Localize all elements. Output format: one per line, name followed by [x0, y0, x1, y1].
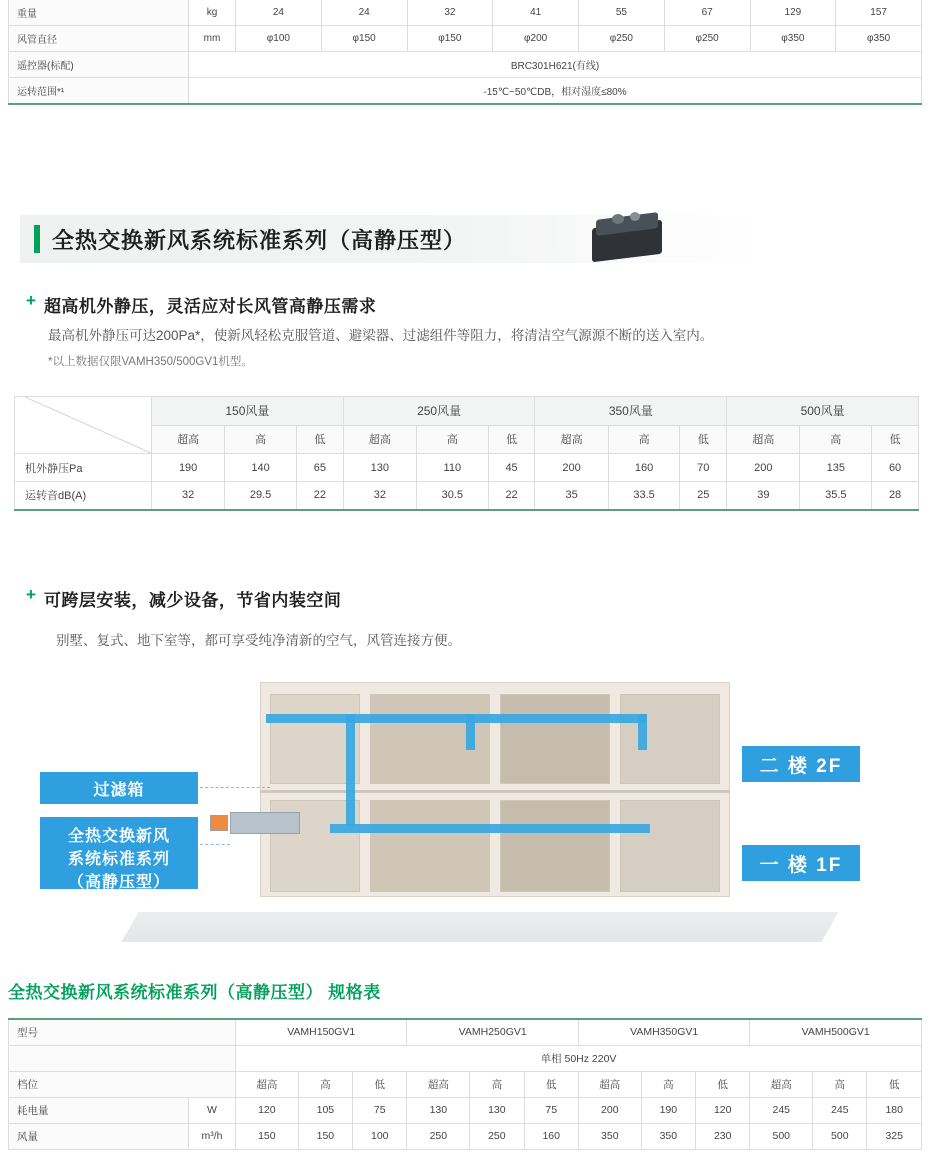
model-label: 型号 — [9, 1019, 236, 1045]
feature-2-heading — [26, 586, 341, 611]
cell: φ200 — [493, 26, 579, 52]
filter-box-label: 过滤箱 — [93, 781, 145, 799]
hrv-unit-tag — [40, 817, 198, 892]
hrv-label-line-1: 全热交换新风 — [67, 828, 170, 845]
level-header: 低 — [872, 425, 919, 454]
filter-box-unit — [210, 815, 228, 831]
callout-line-filter — [200, 787, 270, 788]
cell: 24 — [236, 0, 322, 26]
cell: 120 — [236, 1097, 299, 1123]
level-header: 超高 — [535, 425, 608, 454]
level-header: 高 — [608, 425, 680, 454]
level-header: 高 — [800, 425, 872, 454]
table-row — [9, 78, 922, 104]
cell: 70 — [680, 454, 727, 482]
cell: 130 — [407, 1097, 470, 1123]
room-block — [500, 694, 610, 784]
cell: 25 — [680, 482, 727, 510]
level-header: 低 — [524, 1071, 578, 1097]
row-label: 风管直径 — [9, 26, 189, 52]
cell: 160 — [608, 454, 680, 482]
cell: 350 — [641, 1123, 695, 1149]
floor-tag-2f — [742, 746, 860, 782]
top-spec-table — [8, 0, 922, 105]
table-row — [15, 482, 919, 510]
hrv-unit-box — [230, 812, 300, 834]
level-header: 超高 — [727, 425, 800, 454]
page-title: 全热交换新风系统标准系列（高静压型） — [52, 227, 467, 253]
level-header: 超高 — [407, 1071, 470, 1097]
cell: 245 — [813, 1097, 867, 1123]
cell: 100 — [353, 1123, 407, 1149]
level-header: 低 — [353, 1071, 407, 1097]
cell: 33.5 — [608, 482, 680, 510]
cell: 35.5 — [800, 482, 872, 510]
heading-accent-bar — [34, 225, 40, 253]
table-row — [15, 454, 919, 482]
level-header: 超高 — [750, 1071, 813, 1097]
feature-1-heading — [26, 292, 376, 317]
row-unit: mm — [189, 26, 236, 52]
level-header: 超高 — [152, 425, 225, 454]
ventilation-unit-icon — [592, 210, 664, 266]
floor-tag-1f — [742, 845, 860, 881]
cell: 75 — [353, 1097, 407, 1123]
duct-horizontal-1f — [330, 824, 650, 833]
room-block — [500, 800, 610, 892]
feature-1-title: 超高机外静压，灵活应对长风管高静压需求 — [43, 297, 377, 316]
cell: 29.5 — [225, 482, 297, 510]
duct-branch — [638, 714, 647, 750]
cell: 250 — [470, 1123, 524, 1149]
cell: 35 — [535, 482, 608, 510]
cell: 150 — [298, 1123, 352, 1149]
level-header: 超高 — [343, 425, 416, 454]
model-name: VAMH500GV1 — [750, 1019, 922, 1045]
cell: 30.5 — [416, 482, 488, 510]
cell: 200 — [578, 1097, 641, 1123]
floor-divider — [260, 790, 730, 793]
cell: 150 — [236, 1123, 299, 1149]
feature-1-note: *以上数据仅限VAMH350/500GV1机型。 — [48, 356, 253, 368]
duct-riser — [346, 714, 355, 826]
cell: 180 — [867, 1097, 922, 1123]
cell: 200 — [535, 454, 608, 482]
cell: 250 — [407, 1123, 470, 1149]
cell: 65 — [296, 454, 343, 482]
cell: 120 — [696, 1097, 750, 1123]
row-unit: W — [189, 1097, 236, 1123]
cell: 500 — [750, 1123, 813, 1149]
level-header: 低 — [867, 1071, 922, 1097]
cross-floor-installation-illustration — [67, 672, 843, 942]
row-label: 运转范围*¹ — [9, 78, 189, 104]
level-header: 低 — [696, 1071, 750, 1097]
cell: φ350 — [750, 26, 836, 52]
feature-2-title: 可跨层安装，减少设备，节省内装空间 — [43, 591, 342, 610]
cell: 500 — [813, 1123, 867, 1149]
table-row — [9, 1071, 922, 1097]
cell: 140 — [225, 454, 297, 482]
level-header: 高 — [416, 425, 488, 454]
level-header: 低 — [680, 425, 727, 454]
table-row — [15, 397, 919, 426]
cell: 200 — [727, 454, 800, 482]
group-header: 150风量 — [152, 397, 344, 426]
cell: 32 — [152, 482, 225, 510]
cell: 129 — [750, 0, 836, 26]
duct-horizontal-2f — [266, 714, 646, 723]
filter-box-tag — [40, 772, 198, 804]
cell: 245 — [750, 1097, 813, 1123]
room-block — [620, 694, 720, 784]
cell: 130 — [470, 1097, 524, 1123]
cell: φ250 — [664, 26, 750, 52]
model-name: VAMH250GV1 — [407, 1019, 578, 1045]
cell: 22 — [488, 482, 535, 510]
gear-label: 档位 — [9, 1071, 236, 1097]
floor-2f-label: 二 楼 2F — [759, 755, 843, 777]
hrv-label-line-2: 系统标准系列 — [67, 851, 170, 869]
cell: φ150 — [321, 26, 407, 52]
cell: 157 — [836, 0, 922, 26]
cell: 41 — [493, 0, 579, 26]
table-row — [9, 1123, 922, 1149]
cell: φ100 — [236, 26, 322, 52]
static-pressure-table — [14, 396, 919, 511]
cell: φ150 — [407, 26, 493, 52]
hrv-label-line-3: （高静压型） — [67, 874, 170, 892]
cell: 22 — [296, 482, 343, 510]
row-label: 耗电量 — [9, 1097, 189, 1123]
group-header: 500风量 — [727, 397, 919, 426]
blank-cell — [9, 1045, 236, 1071]
cell: 190 — [641, 1097, 695, 1123]
row-label: 遥控器(标配) — [9, 52, 189, 78]
table-row — [9, 1019, 922, 1045]
cell: 45 — [488, 454, 535, 482]
level-header: 高 — [225, 425, 297, 454]
cell: φ350 — [836, 26, 922, 52]
cell: 350 — [578, 1123, 641, 1149]
cell: BRC301H621(有线) — [189, 52, 922, 78]
diagonal-header-cell — [15, 397, 152, 454]
level-header: 超高 — [578, 1071, 641, 1097]
row-label: 机外静压Pa — [15, 454, 152, 482]
power-supply: 单相 50Hz 220V — [236, 1045, 922, 1071]
row-unit: kg — [189, 0, 236, 26]
spec-table — [8, 1018, 922, 1150]
cell: 135 — [800, 454, 872, 482]
model-name: VAMH350GV1 — [578, 1019, 749, 1045]
room-block — [620, 800, 720, 892]
feature-1-body: 最高机外静压可达200Pa*，使新风轻松克服管道、避梁器、过滤组件等阻力，将清洁空气源源不断的送入室内。 — [48, 328, 714, 343]
level-header: 高 — [813, 1071, 867, 1097]
feature-2-body: 别墅、复式、地下室等，都可享受纯净清新的空气，风管连接方便。 — [56, 633, 461, 648]
cell: 110 — [416, 454, 488, 482]
cell: 24 — [321, 0, 407, 26]
row-label: 运转音dB(A) — [15, 482, 152, 510]
plus-icon: + — [26, 585, 36, 604]
level-header: 高 — [470, 1071, 524, 1097]
level-header: 高 — [298, 1071, 352, 1097]
cell: 75 — [524, 1097, 578, 1123]
cell: 55 — [579, 0, 665, 26]
row-label: 重量 — [9, 0, 189, 26]
row-label: 风量 — [9, 1123, 189, 1149]
cell: 67 — [664, 0, 750, 26]
group-header: 250风量 — [343, 397, 535, 426]
model-name: VAMH150GV1 — [236, 1019, 407, 1045]
group-header: 350风量 — [535, 397, 727, 426]
floor-1f-label: 一 楼 1F — [759, 854, 843, 876]
level-header: 低 — [488, 425, 535, 454]
table-row — [9, 26, 922, 52]
cell: 160 — [524, 1123, 578, 1149]
level-header: 低 — [296, 425, 343, 454]
cell: φ250 — [579, 26, 665, 52]
cell: 230 — [696, 1123, 750, 1149]
cell: 105 — [298, 1097, 352, 1123]
cell: 60 — [872, 454, 919, 482]
row-unit: m³/h — [189, 1123, 236, 1149]
table-row — [9, 0, 922, 26]
cell: 32 — [343, 482, 416, 510]
duct-branch — [466, 714, 475, 750]
room-block — [370, 800, 490, 892]
cell: 130 — [343, 454, 416, 482]
table-row — [9, 52, 922, 78]
table-row — [9, 1097, 922, 1123]
cell: 28 — [872, 482, 919, 510]
callout-line-hrv — [200, 844, 230, 845]
cell: 39 — [727, 482, 800, 510]
level-header: 高 — [641, 1071, 695, 1097]
cell: 190 — [152, 454, 225, 482]
spec-table-title: 全热交换新风系统标准系列（高静压型） 规格表 — [8, 983, 381, 1002]
plus-icon: + — [26, 291, 36, 310]
table-row — [9, 1045, 922, 1071]
ground-plane — [121, 912, 838, 942]
cell: 32 — [407, 0, 493, 26]
cell: -15℃~50℃DB，相对湿度≤80% — [189, 78, 922, 104]
level-header: 超高 — [236, 1071, 299, 1097]
cell: 325 — [867, 1123, 922, 1149]
